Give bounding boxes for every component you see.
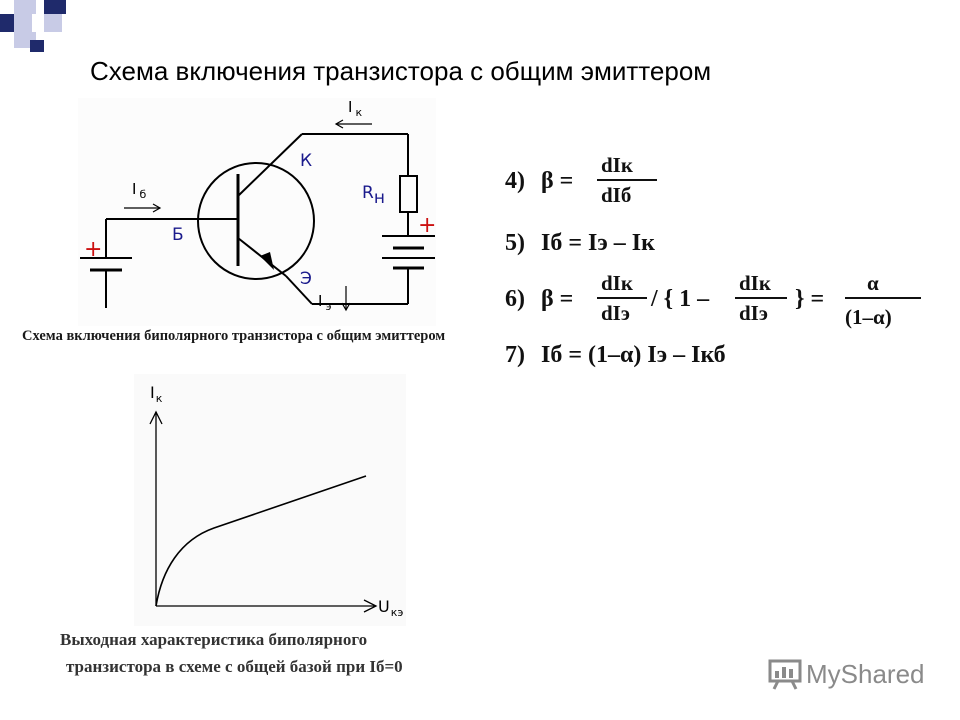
- svg-text:dIб: dIб: [601, 183, 632, 207]
- svg-text:7): 7): [505, 342, 525, 368]
- circuit-caption: Схема включения биполярного транзистора с общим эмиттером: [22, 328, 446, 344]
- output-characteristic-graph: [130, 370, 410, 630]
- slide-title: Схема включения транзистора с общим эмиттером: [90, 56, 712, 86]
- svg-text:β =: β =: [541, 286, 574, 312]
- svg-text:(1–α): (1–α): [845, 305, 892, 329]
- graph-caption-line-1: Выходная характеристика биполярного: [60, 630, 368, 649]
- x-axis-label: $U_{кэ}$: [378, 597, 404, 619]
- plus-right: +: [418, 213, 437, 238]
- svg-text:4): 4): [505, 168, 525, 194]
- label-base: Б: [172, 225, 184, 245]
- label-ik: I $_к$: [348, 98, 363, 119]
- formula-7: [505, 342, 726, 368]
- y-axis-label: $I_к$: [150, 383, 163, 405]
- svg-text:dIэ: dIэ: [601, 301, 630, 325]
- svg-text:dIэ: dIэ: [739, 301, 768, 325]
- svg-text:Iб = Iэ – Iк: Iб = Iэ – Iк: [541, 230, 655, 256]
- svg-text:/ { 1 –: / { 1 –: [651, 286, 710, 312]
- label-ib: I $_б$: [132, 180, 147, 201]
- svg-text:5): 5): [505, 230, 525, 256]
- watermark-text: MyShared: [806, 658, 925, 689]
- label-collector: К: [300, 151, 313, 171]
- graph-caption-line-2: транзистора в схеме с общей базой при Iб=0: [66, 657, 403, 676]
- label-ie: I $_э$: [318, 292, 332, 313]
- svg-text:} =: } =: [795, 286, 825, 312]
- corner-decoration: [0, 0, 80, 60]
- circuit-background: [78, 98, 436, 326]
- formula-5: [505, 230, 655, 256]
- label-emitter: Э: [300, 269, 312, 289]
- label-rn: Rн: [362, 183, 385, 208]
- svg-text:β =: β =: [541, 168, 574, 194]
- svg-text:dIк: dIк: [739, 271, 771, 295]
- graph-caption: [60, 626, 403, 680]
- formula-4: [505, 153, 657, 207]
- watermark-logo: [768, 656, 925, 692]
- graph-background: [134, 374, 406, 626]
- plus-left: +: [84, 237, 103, 262]
- svg-text:dIк: dIк: [601, 153, 633, 177]
- presentation-board-icon: [768, 657, 802, 691]
- formulas-panel: [505, 140, 935, 370]
- svg-text:Iб = (1–α) Iэ – Iкб: Iб = (1–α) Iэ – Iкб: [541, 342, 726, 368]
- svg-text:α: α: [867, 271, 879, 295]
- svg-text:6): 6): [505, 286, 525, 312]
- svg-text:dIк: dIк: [601, 271, 633, 295]
- formula-6: [505, 271, 921, 329]
- circuit-diagram: [60, 98, 500, 328]
